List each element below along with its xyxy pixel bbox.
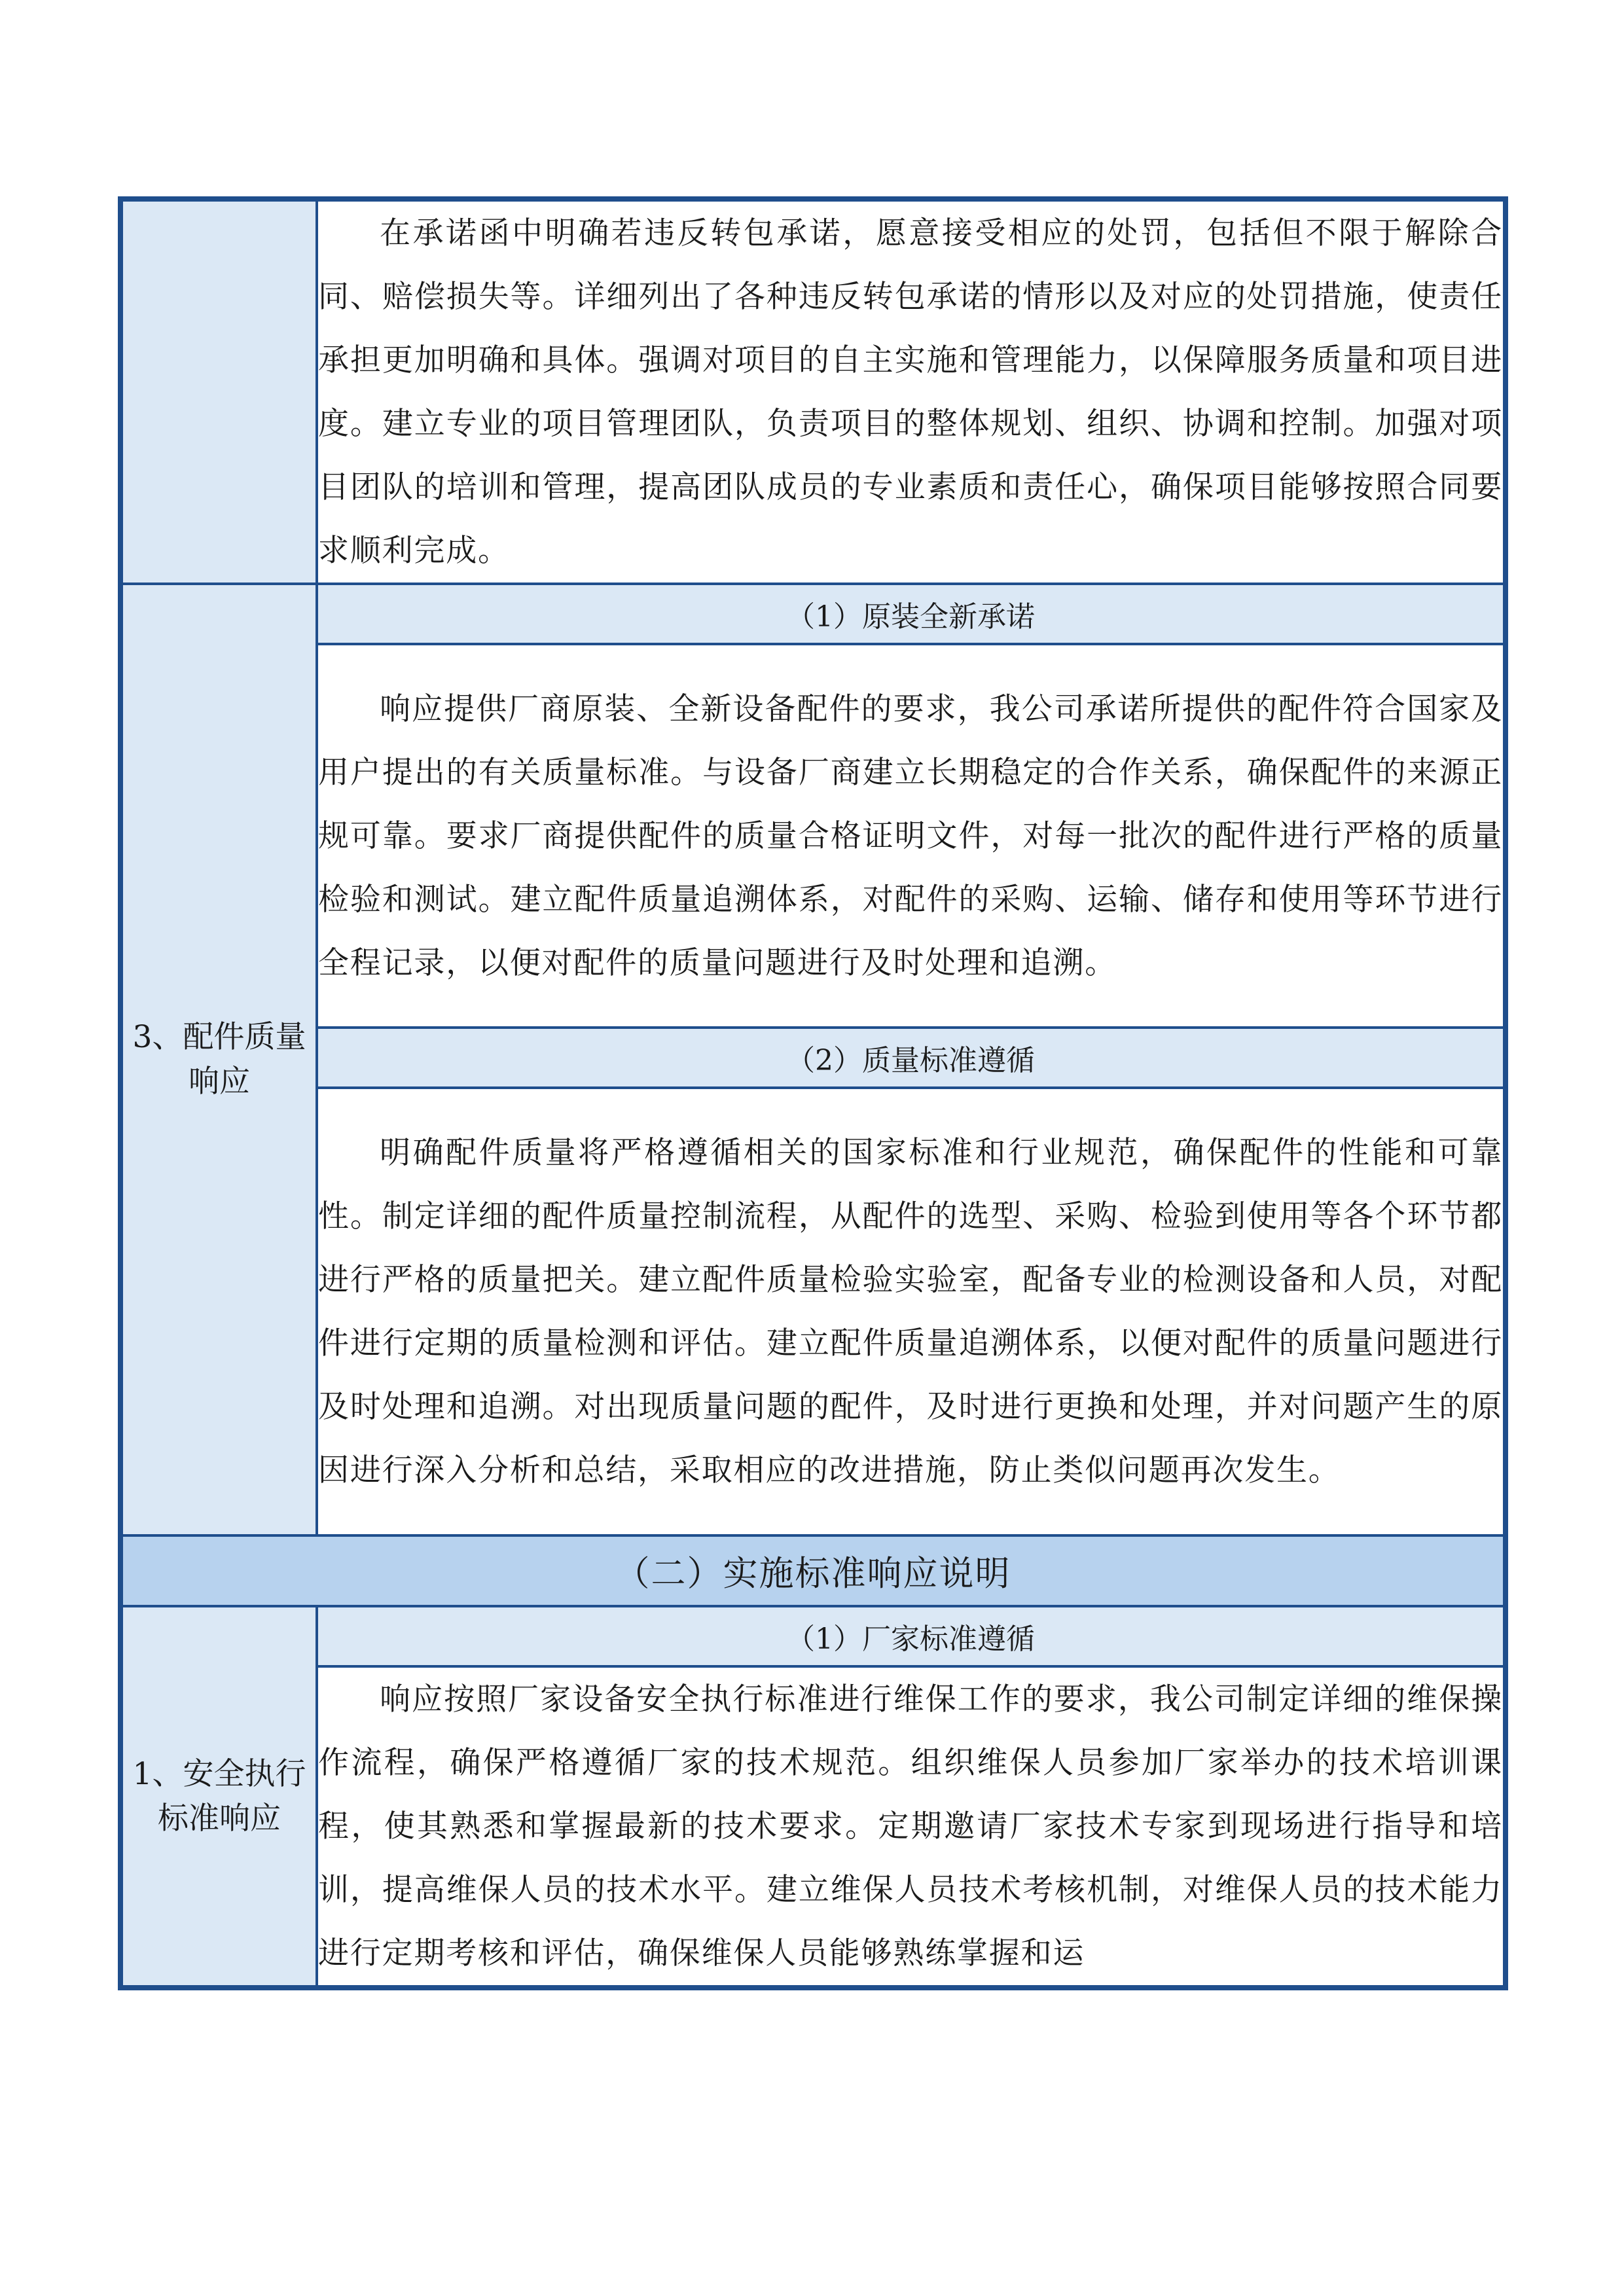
parts-quality-label: 3、配件质量响应 bbox=[120, 584, 317, 1535]
section-title: （二）实施标准响应说明 bbox=[120, 1535, 1506, 1606]
row-label-empty bbox=[120, 199, 317, 584]
table-row bbox=[120, 1535, 1506, 1606]
original-new-text: 响应提供厂商原装、全新设备配件的要求，我公司承诺所提供的配件符合国家及用户提出的有关质量标准。与设备厂商建立长期稳定的合作关系，确保配件的来源正规可靠。要求厂商提供配件的质量合格证明文件，对每一批次的配件进行严格的质量检验和测试。建立配件质量追溯体系，对配件的采购、运输、储存和使用等环节进行全程记录，以便对配件的质量问题进行及时处理和追溯。 bbox=[317, 644, 1506, 1028]
table-row bbox=[120, 1088, 1506, 1535]
table-row bbox=[120, 584, 1506, 644]
manufacturer-standard-text: 响应按照厂家设备安全执行标准进行维保工作的要求，我公司制定详细的维保操作流程，确保严格遵循厂家的技术规范。组织维保人员参加厂家举办的技术培训课程，使其熟悉和掌握最新的技术要求。定期邀请厂家技术专家到现场进行指导和培训，提高维保人员的技术水平。建立维保人员技术考核机制，对维保人员的技术能力进行定期考核和评估，确保维保人员能够熟练掌握和运 bbox=[317, 1666, 1506, 1988]
sub-heading-original-new: （1）原装全新承诺 bbox=[317, 584, 1506, 644]
table-row bbox=[120, 1666, 1506, 1988]
table-row bbox=[120, 1028, 1506, 1088]
document-page bbox=[118, 196, 1508, 1990]
table-row bbox=[120, 1606, 1506, 1666]
quality-standard-text: 明确配件质量将严格遵循相关的国家标准和行业规范，确保配件的性能和可靠性。制定详细的配件质量控制流程，从配件的选型、采购、检验到使用等各个环节都进行严格的质量把关。建立配件质量检验实验室，配备专业的检测设备和人员，对配件进行定期的质量检测和评估。建立配件质量追溯体系，以便对配件的质量问题进行及时处理和追溯。对出现质量问题的配件，及时进行更换和处理，并对问题产生的原因进行深入分析和总结，采取相应的改进措施，防止类似问题再次发生。 bbox=[317, 1088, 1506, 1535]
commitment-penalty-text: 在承诺函中明确若违反转包承诺，愿意接受相应的处罚，包括但不限于解除合同、赔偿损失等。详细列出了各种违反转包承诺的情形以及对应的处罚措施，使责任承担更加明确和具体。强调对项目的自主实施和管理能力，以保障服务质量和项目进度。建立专业的项目管理团队，负责项目的整体规划、组织、协调和控制。加强对项目团队的培训和管理，提高团队成员的专业素质和责任心，确保项目能够按照合同要求顺利完成。 bbox=[317, 199, 1506, 584]
response-table bbox=[118, 196, 1508, 1990]
table-row bbox=[120, 644, 1506, 1028]
sub-heading-quality-standard: （2）质量标准遵循 bbox=[317, 1028, 1506, 1088]
table-row bbox=[120, 199, 1506, 584]
sub-heading-manufacturer-standard: （1）厂家标准遵循 bbox=[317, 1606, 1506, 1666]
safety-standard-label: 1、安全执行标准响应 bbox=[120, 1606, 317, 1988]
